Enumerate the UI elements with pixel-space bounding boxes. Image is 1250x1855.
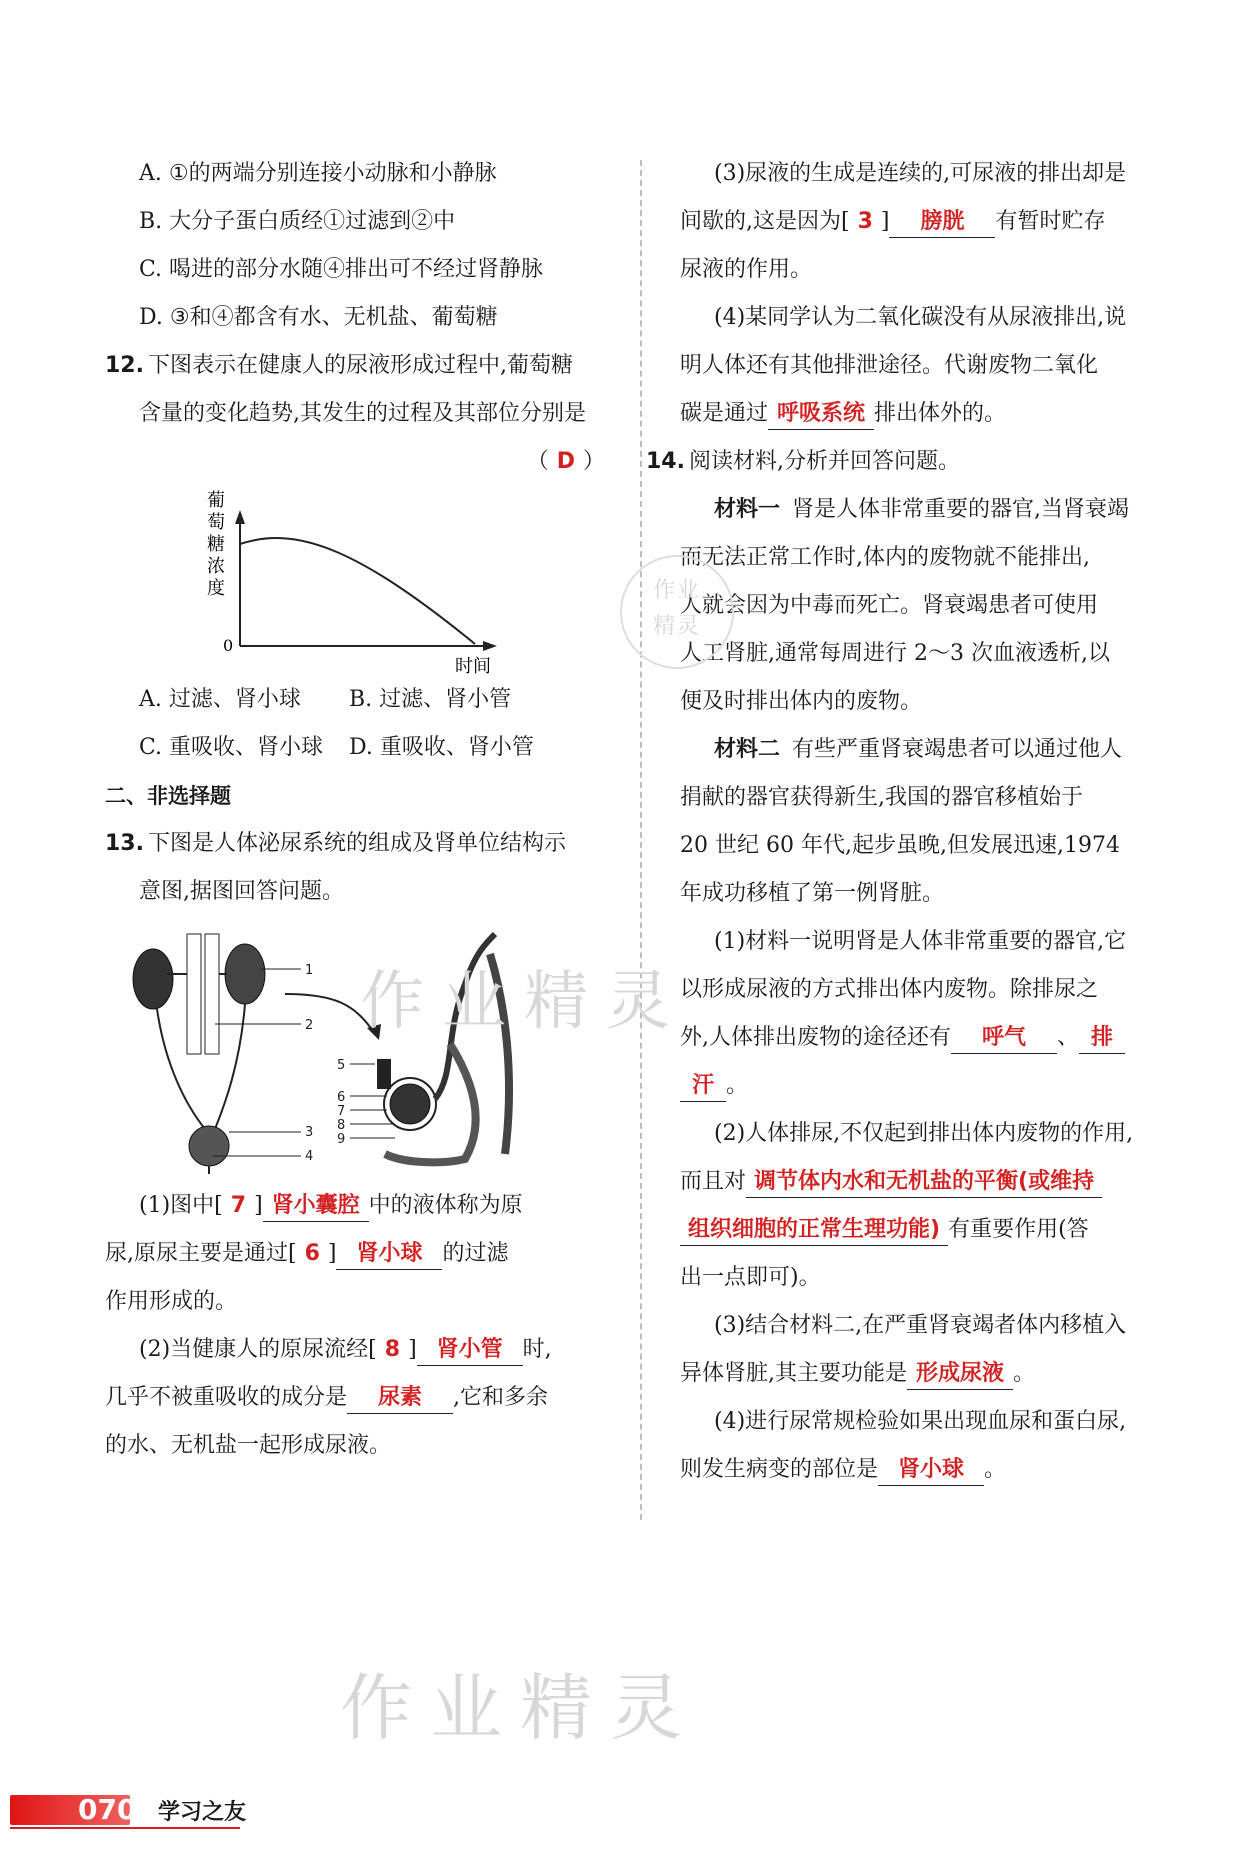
label-7: 7 — [337, 1104, 346, 1119]
q13-p1-a-answer: 肾小囊腔 — [263, 1191, 369, 1222]
q11-option-a: A. ①的两端分别连接小动脉和小静脉 — [139, 161, 497, 186]
q14-m1-4: 人工肾脏,通常每周进行 2～3 次血液透析,以 — [680, 641, 1110, 666]
q13-p2-a-answer: 肾小管 — [417, 1335, 523, 1366]
q14-p1-line-d — [680, 1062, 1170, 1110]
watermark-stamp-bottom: 精灵 — [652, 614, 701, 639]
label-1: 1 — [305, 963, 314, 978]
left-kidney — [133, 949, 173, 1009]
q14-p3-a: (3)结合材料二,在严重肾衰竭者体内移植入 — [714, 1313, 1127, 1338]
watermark-stamp-top: 作业 — [652, 578, 701, 603]
q14-m1-3: 人就会因为中毒而死亡。肾衰竭患者可使用 — [680, 593, 1099, 618]
watermark-mid: 作业精灵 — [360, 965, 688, 1039]
graph-x-arrow — [483, 641, 497, 651]
q14-m1-2: 而无法正常工作时,体内的废物就不能排出, — [680, 545, 1090, 570]
q14-p4-line-b — [680, 1446, 1170, 1494]
q12-stem-2: 含量的变化趋势,其发生的过程及其部位分别是 — [139, 401, 586, 426]
watermark-stamp — [620, 555, 734, 669]
graph-y-arrow — [235, 510, 245, 524]
q13-p1-c: 作用形成的。 — [105, 1289, 238, 1314]
watermark-bottom: 作业精灵 — [340, 1666, 701, 1750]
q12-stem-line-1 — [105, 342, 625, 390]
q14-p3-end: 。 — [1013, 1361, 1036, 1386]
q12-option-d: D. 重吸收、肾小管 — [349, 735, 534, 760]
q13-p2-a: (2)当健康人的原尿流经[ — [139, 1337, 377, 1362]
graph-origin: 0 — [223, 636, 234, 655]
q13-p3-line-b — [680, 198, 1170, 246]
section-title: 二、非选择题 — [105, 784, 231, 808]
q14-p1-b: 以形成尿液的方式排出体内废物。除排尿之 — [680, 977, 1099, 1002]
q14-p2-tail: 有重要作用(答 — [948, 1217, 1089, 1242]
q13-p2-a-bracket: ] — [408, 1337, 417, 1362]
q14-p2-line-c — [680, 1206, 1170, 1254]
q13-p3-b: 间歇的,这是因为[ — [680, 209, 850, 234]
q11-option-d: D. ③和④都含有水、无机盐、葡萄糖 — [139, 305, 498, 330]
q14-stem-line — [646, 438, 1170, 486]
label-5: 5 — [337, 1058, 346, 1073]
q12-option-a: A. 过滤、肾小球 — [139, 687, 301, 712]
label-9: 9 — [337, 1132, 346, 1147]
aorta — [187, 934, 201, 1054]
arteriole — [377, 1059, 391, 1089]
right-kidney — [225, 944, 265, 1004]
column-divider — [640, 160, 642, 1520]
graph-curve — [240, 538, 475, 644]
q13-p4-c: 碳是通过 — [680, 401, 769, 426]
q14-p2-c: 出一点即可)。 — [680, 1265, 821, 1290]
q14-p1-a: (1)材料一说明肾是人体非常重要的器官,它 — [714, 929, 1127, 954]
q13-p1-a-bracket: ] — [254, 1193, 263, 1218]
q14-p2-b: 而且对 — [680, 1169, 747, 1194]
book-name: 学习之友 — [158, 1800, 247, 1825]
q13-stem-2: 意图,据图回答问题。 — [139, 879, 344, 904]
q14-m2-1: 有些严重肾衰竭患者可以通过他人 — [792, 737, 1123, 762]
q14-p1-end: 。 — [726, 1073, 749, 1098]
graph-ylabel-1: 葡 — [207, 490, 225, 511]
q14-p1-answer-1: 呼气 — [951, 1023, 1057, 1054]
q14-p3-b: 异体肾脏,其主要功能是 — [680, 1361, 907, 1386]
q13-p1-b-bracket: ] — [327, 1241, 337, 1266]
q12-options-cd — [105, 724, 625, 772]
q13-p1-b-num: 6 — [304, 1241, 320, 1266]
q14-p4-end: 。 — [984, 1457, 1007, 1482]
q13-p1-a-num: 7 — [230, 1193, 247, 1218]
q14-p1-line-c — [680, 1014, 1170, 1062]
q13-p4-tail: 排出体外的。 — [874, 401, 1007, 426]
q13-p1-line-a — [105, 1182, 625, 1230]
q14-number: 14. — [646, 449, 685, 474]
material-two-label: 材料二 — [714, 737, 781, 762]
q14-m1-1: 肾是人体非常重要的器官,当肾衰竭 — [792, 497, 1130, 522]
label-2: 2 — [305, 1018, 314, 1033]
q11-option-b: B. 大分子蛋白质经①过滤到②中 — [139, 209, 456, 234]
q12-options-ab — [105, 676, 625, 724]
q13-p2-b-answer: 尿素 — [347, 1383, 453, 1414]
q14-p4-a: (4)进行尿常规检验如果出现血尿和蛋白尿, — [714, 1409, 1127, 1434]
paren-close: ） — [582, 449, 605, 474]
graph-ylabel-2: 萄 — [207, 512, 225, 533]
q13-p1-a: (1)图中[ — [139, 1193, 223, 1218]
label-8: 8 — [337, 1118, 346, 1133]
left-column — [105, 150, 625, 1470]
q13-number: 13. — [105, 831, 144, 856]
q13-p4-b: 明人体还有其他排泄途径。代谢废物二氧化 — [680, 353, 1099, 378]
q13-p1-b: 尿,原尿主要是通过[ — [105, 1241, 297, 1266]
q14-m2-line-1 — [680, 726, 1170, 774]
q14-m2-4: 年成功移植了第一例肾脏。 — [680, 881, 945, 906]
q13-p4-a: (4)某同学认为二氧化碳没有从尿液排出,说 — [714, 305, 1127, 330]
q13-stem-line-1 — [105, 820, 625, 868]
q14-stem: 阅读材料,分析并回答问题。 — [688, 449, 960, 474]
page-number: 070 — [78, 1793, 137, 1826]
q12-number: 12. — [105, 353, 144, 378]
paren-open: （ — [526, 449, 549, 474]
glomerulus — [390, 1084, 430, 1124]
q12-answer-paren — [105, 438, 625, 486]
q13-p3-bracket: ] — [880, 209, 890, 234]
q14-m2-2: 捐献的器官获得新生,我国的器官移植始于 — [680, 785, 1083, 810]
footer-underline — [10, 1827, 240, 1829]
graph-xlabel: 时间 — [455, 656, 491, 676]
graph-ylabel-4: 浓 — [207, 556, 225, 577]
q12-option-c: C. 重吸收、肾小球 — [139, 735, 324, 760]
q13-p1-b-tail: 的过滤 — [442, 1241, 509, 1266]
q14-p2-answer-2: 组织细胞的正常生理功能) — [680, 1215, 948, 1246]
glucose-graph — [185, 486, 545, 676]
q13-stem-1: 下图是人体泌尿系统的组成及肾单位结构示 — [147, 831, 566, 856]
material-one-label: 材料一 — [714, 497, 781, 522]
q14-p1-answer-2a: 排 — [1079, 1023, 1125, 1054]
q14-p1-sep: 、 — [1057, 1025, 1080, 1050]
q12-option-b: B. 过滤、肾小管 — [349, 687, 512, 712]
bladder — [189, 1126, 229, 1166]
q13-p2-line-b — [105, 1374, 625, 1422]
q14-p2-answer-1: 调节体内水和无机盐的平衡(或维持 — [746, 1167, 1102, 1198]
label-3: 3 — [305, 1125, 314, 1140]
q12-answer: D — [556, 449, 575, 474]
q14-p3-answer: 形成尿液 — [907, 1359, 1013, 1390]
q14-p2-a: (2)人体排尿,不仅起到排出体内废物的作用, — [714, 1121, 1134, 1146]
label-4: 4 — [305, 1149, 314, 1164]
q14-p1-answer-2b: 汗 — [680, 1071, 726, 1102]
q14-p4-b: 则发生病变的部位是 — [680, 1457, 879, 1482]
q13-p4-line-c — [680, 390, 1170, 438]
q13-p2-b-tail: ,它和多余 — [453, 1385, 549, 1410]
q14-p4-answer: 肾小球 — [878, 1455, 984, 1486]
vena-cava — [205, 934, 219, 1054]
q13-p1-line-b — [105, 1230, 625, 1278]
graph-ylabel-3: 糖 — [207, 534, 225, 555]
q11-option-c: C. 喝进的部分水随④排出可不经过肾静脉 — [139, 257, 544, 282]
q13-p3-a: (3)尿液的生成是连续的,可尿液的排出却是 — [714, 161, 1127, 186]
q13-p3-c: 尿液的作用。 — [680, 257, 813, 282]
q14-p3-line-b — [680, 1350, 1170, 1398]
q13-p2-c: 的水、无机盐一起形成尿液。 — [105, 1433, 392, 1458]
graph-ylabel-5: 度 — [207, 578, 225, 599]
page-footer — [0, 1775, 260, 1826]
q12-stem-1: 下图表示在健康人的尿液形成过程中,葡萄糖 — [147, 353, 573, 378]
q13-p2-b: 几乎不被重吸收的成分是 — [105, 1385, 348, 1410]
q13-p2-line-a — [105, 1326, 625, 1374]
q13-p1-a-tail: 中的液体称为原 — [368, 1193, 523, 1218]
label-6: 6 — [337, 1090, 346, 1105]
q13-p2-a-tail: 时, — [522, 1337, 552, 1362]
q14-p1-c: 外,人体排出废物的途径还有 — [680, 1025, 951, 1050]
q13-p3-answer: 膀胱 — [889, 207, 995, 238]
q13-p3-num: 3 — [857, 209, 873, 234]
q13-p4-answer: 呼吸系统 — [768, 399, 874, 430]
q13-p3-tail: 有暂时贮存 — [995, 209, 1106, 234]
q13-p1-b-answer: 肾小球 — [336, 1239, 442, 1270]
q14-m1-line-1 — [680, 486, 1170, 534]
q14-m1-5: 便及时排出体内的废物。 — [680, 689, 923, 714]
q14-p2-line-b — [680, 1158, 1170, 1206]
q14-m2-3: 20 世纪 60 年代,起步虽晚,但发展迅速,1974 — [680, 833, 1120, 858]
q13-p2-a-num: 8 — [384, 1337, 401, 1362]
